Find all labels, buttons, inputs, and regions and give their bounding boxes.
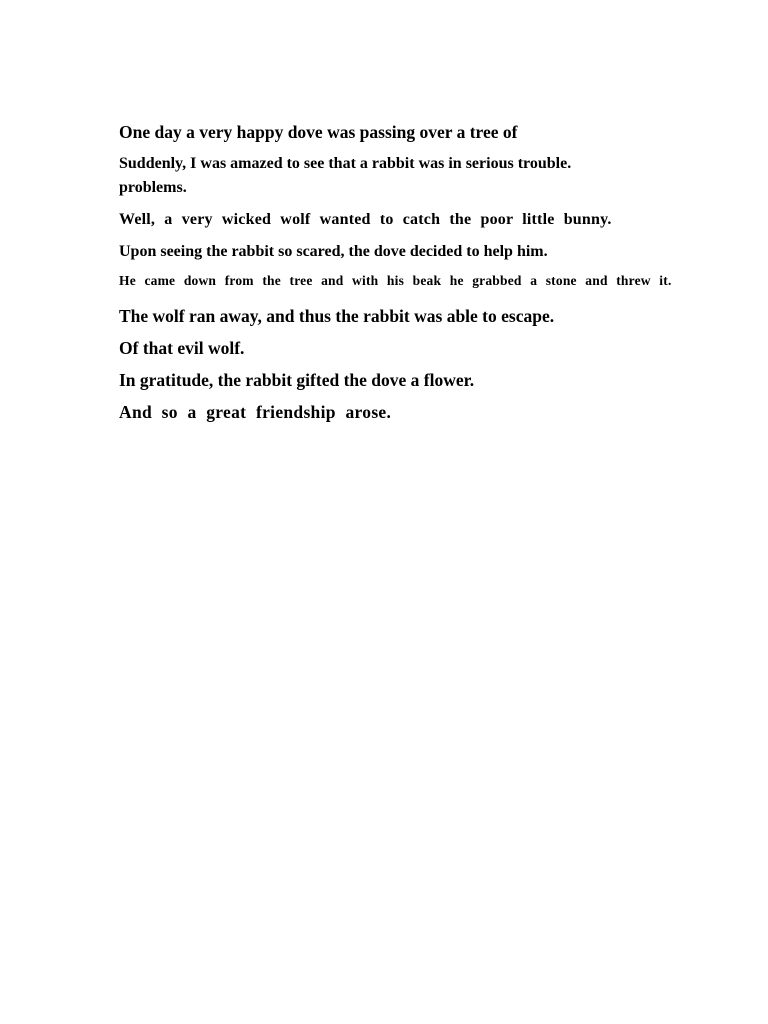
text-line: He came down from the tree and with his beak he grabbed a stone and threw it. [119,273,672,288]
text-line: One day a very happy dove was passing over a tree of [119,122,518,142]
text-line: Suddenly, I was amazed to see that a rabbit was in serious trouble. [119,155,572,172]
text-line: Well, a very wicked wolf wanted to catch the poor little bunny. [119,211,612,228]
text-line: Of that evil wolf. [119,338,245,358]
text-line: Upon seeing the rabbit so scared, the dove decided to help him. [119,243,548,260]
text-line: The wolf ran away, and thus the rabbit was able to escape. [119,306,555,326]
text-line: problems. [119,179,187,196]
text-line: In gratitude, the rabbit gifted the dove a flower. [119,370,475,390]
text-line: And so a great friendship arose. [119,402,392,422]
